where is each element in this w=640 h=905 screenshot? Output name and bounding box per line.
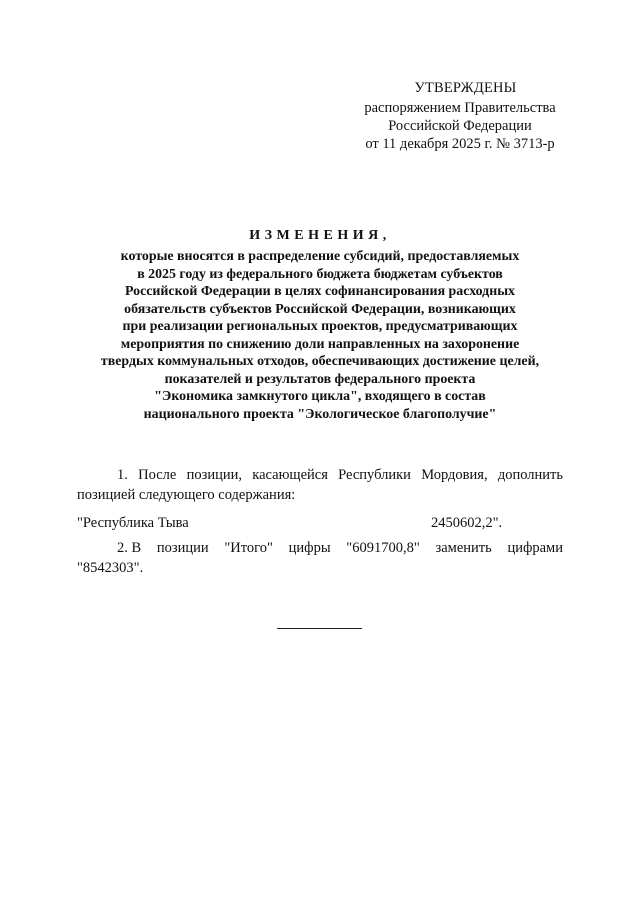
subtitle-line: при реализации региональных проектов, предусматривающих — [122, 319, 518, 334]
subtitle-line: Российской Федерации в целях софинансирования расходных — [124, 284, 515, 299]
subtitle-line: твердых коммунальных отходов, обеспечивающих достижение целей, — [100, 354, 540, 369]
subtitle-line: обязательств субъектов Российской Федерации, возникающих — [124, 301, 516, 317]
approval-line-1: распоряжением Правительства — [364, 100, 556, 116]
item-2-word: заменить — [435, 540, 492, 556]
inserted-position-row — [77, 513, 563, 533]
item-2-line-2: "8542303". — [77, 560, 144, 576]
item-1-paragraph — [77, 465, 563, 505]
item-2-word: цифрами — [507, 540, 563, 556]
item-1-text: 1. После позиции, касающейся Республики Мордовия, дополнить позицией следующего содержания: — [77, 467, 563, 503]
item-2-paragraph — [77, 538, 563, 578]
region-name: "Республика Тыва — [77, 515, 189, 531]
subtitle-line: показателей и результатов федерального проекта — [164, 371, 476, 387]
subtitle-line: которые вносятся в распределение субсидий, предоставляемых — [120, 249, 520, 264]
item-2-word: 2. В — [117, 540, 142, 556]
approval-line-2: Российской Федерации — [388, 118, 532, 134]
item-2-word: "6091700,8" — [346, 540, 420, 556]
subtitle-line: мероприятия по снижению доли направленных на захоронение — [120, 336, 520, 352]
item-2-word: "Итого" — [224, 540, 273, 556]
subtitle-line: "Экономика замкнутого цикла", входящего в состав — [154, 389, 486, 404]
approval-block — [300, 79, 620, 153]
end-divider — [277, 628, 362, 629]
subtitle-line: национального проекта "Экологическое благополучие" — [143, 406, 497, 422]
approval-line-3: от 11 декабря 2025 г. № 3713-р — [365, 136, 555, 152]
subsidy-amount: 2450602,2". — [431, 515, 503, 531]
item-2-word: позиции — [156, 540, 209, 556]
document-subtitle — [70, 248, 570, 423]
item-2-word: цифры — [288, 540, 331, 556]
document-title: ИЗМЕНЕНИЯ, — [249, 228, 391, 243]
item-2-line-1 — [77, 538, 563, 558]
approval-title: УТВЕРЖДЕНЫ — [414, 80, 517, 96]
subtitle-line: в 2025 году из федерального бюджета бюджетам субъектов — [137, 266, 503, 282]
